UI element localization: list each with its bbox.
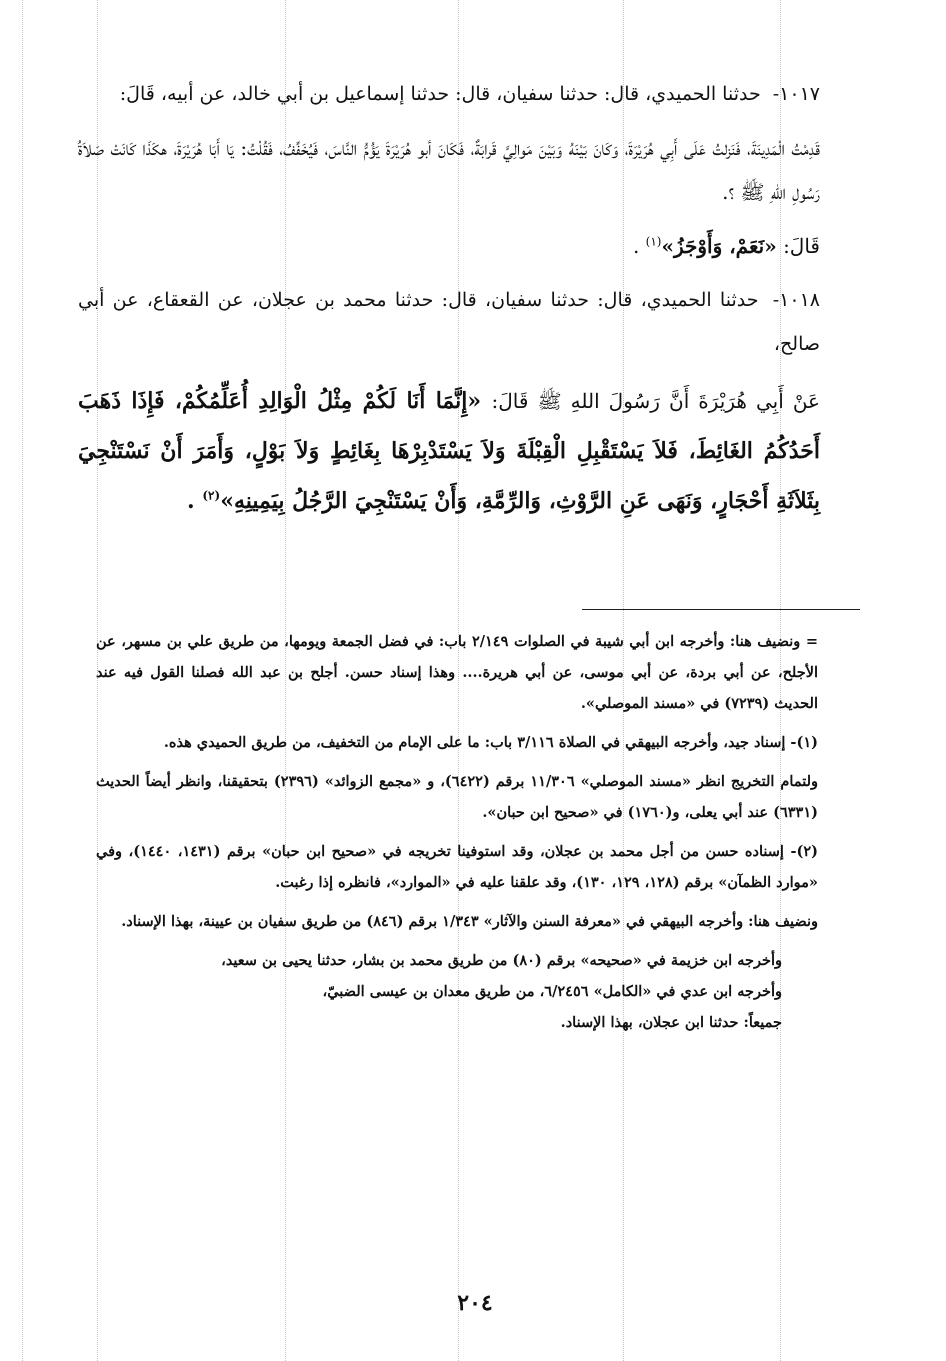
footnotes: [96, 626, 818, 1046]
hadith-1017-matn: قَدِمْتُ الْمَدِينَةَ، فَنَزلتُ عَلَى أَبِي هُرَيْرَةَ، وَكَانَ بَيْنَهُ وَبَيْنَ مَوالِيَّ قَرابَةٌ، فَكَانَ أبو هُرَيْرَةَ يَؤُمُّ النَّاسَ، فَيُخَفِّفُ، فَقُلْتُ: يَا أَبَا هُرَيْرَةَ، هكَذَا كَانَتْ صَلاَةُ رَسُولِ اللهِ ﷺ ؟.: [78, 136, 821, 204]
matn-intro: عَنْ أَبِي هُرَيْرَةَ أَنَّ رَسُولَ اللهِ ﷺ قَالَ:: [491, 389, 820, 413]
footnote-paragraph: ونضيف هنا: وأخرجه البيهقي في «معرفة السنن والآثار» ١/٣٤٣ برقم (٨٤٦) من طريق سفيان بن عيينة، بهذا الإسناد.: [121, 913, 818, 930]
isnad-text: حدثنا الحميدي، قال: حدثنا سفيان، قال: حدثنا محمد بن عجلان، عن القعقاع، عن أبي صالح،: [78, 289, 820, 355]
page-number: ٢٠٤: [457, 1290, 493, 1316]
hadith-1018-matn: [78, 376, 820, 526]
hadith-1018-isnad: [78, 278, 820, 366]
footnote-paragraph: ولتمام التخريج انظر «مسند الموصلي» ١١/٣٠٦ برقم (٦٤٢٢)، و «مجمع الزوائد» (٢٣٩٦) بتحقيقنا، وانظر أيضاً الحديث (٦٣٣١) عند أبي يعلى، و(١٧٦٠) في «صحيح ابن حبان».: [96, 773, 819, 821]
footnote-paragraph: وأخرجه ابن عدي في «الكامل» ٦/٢٤٥٦، من طريق معدان بن عيسى الضبيّ،: [322, 983, 782, 1000]
footnote-paragraph: = ونضيف هنا: وأخرجه ابن أبي شيبة في الصلوات ٢/١٤٩ باب: في فضل الجمعة ويومها، من طريق علي بن مسهر، عن الأجلح، عن أبي بردة، عن أبي موسى، عن أبي هريرة.... وهذا إسناد حسن. أجلح بن عبد الله فصلنا القول فيه عند الحديث (٧٢٣٩) في «مسند الموصلي».: [96, 633, 818, 712]
footnote-paragraph: وأخرجه ابن خزيمة في «صحيحه» برقم (٨٠) من طريق محمد بن بشار، حدثنا يحيى بن سعيد،: [221, 952, 782, 969]
scan-guide-line: [22, 0, 23, 1361]
matn-text: «إِنَّمَا أَنَا لَكُمْ مِثْلُ الْوَالِدِ أُعَلِّمُكُمْ، فَإِذَا ذَهَبَ أَحَدُكُمُ الغَائِطَ، فَلاَ يَسْتَقْبِلِ الْقِبْلَةَ وَلاَ يَسْتَدْبِرْهَا بِغَائِطٍ وَلاَ بَوْلٍ، وَأَمَرَ أَنْ نَسْتَنْجِيَ بِثَلاَثَةِ أَحْجَارٍ، وَنَهَى عَنِ الرَّوْثِ، وَالرِّمَّةِ، وَأَنْ يَسْتَنْجِيَ الرَّجُلُ بِيَمِينِهِ»: [78, 388, 820, 514]
reply-text: «نَعَمْ، وَأَوْجَزُ»: [661, 234, 777, 258]
footnote-ref: (٢): [202, 488, 221, 503]
hadith-number: ١٠١٨-: [772, 289, 820, 311]
footnote-ref: (١): [645, 234, 662, 249]
footnote-paragraph: (٢)- إسناده حسن من أجل محمد بن عجلان، وقد استوفينا تخريجه في «صحيح ابن حبان» برقم (١٤٣١، ١٤٤٠)، وفي «موارد الظمآن» برقم (١٢٨، ١٢٩، ١٣٠)، وقد علقنا عليه في «الموارد»، فانظره إذا رغبت.: [96, 843, 819, 891]
sentence-end: .: [632, 234, 640, 258]
footnote-paragraph: جميعاً: حدثنا ابن عجلان، بهذا الإسناد.: [560, 1014, 782, 1031]
hadith-number: ١٠١٧-: [772, 83, 820, 105]
hadith-1017-isnad: [78, 72, 820, 116]
hadith-1017-reply: [78, 224, 820, 268]
reply-intro: قَالَ:: [783, 234, 820, 258]
main-text: [78, 72, 820, 536]
sentence-end: .: [187, 488, 195, 514]
isnad-text: حدثنا الحميدي، قال: حدثنا سفيان، قال: حدثنا إسماعيل بن أبي خالد، عن أبيه، قَالَ:: [119, 83, 761, 105]
footnote-paragraph: (١)- إسناد جيد، وأخرجه البيهقي في الصلاة ٣/١١٦ باب: ما على الإمام من التخفيف، من طريق الحميدي هذه.: [163, 734, 818, 751]
footnote-divider: [582, 609, 860, 610]
